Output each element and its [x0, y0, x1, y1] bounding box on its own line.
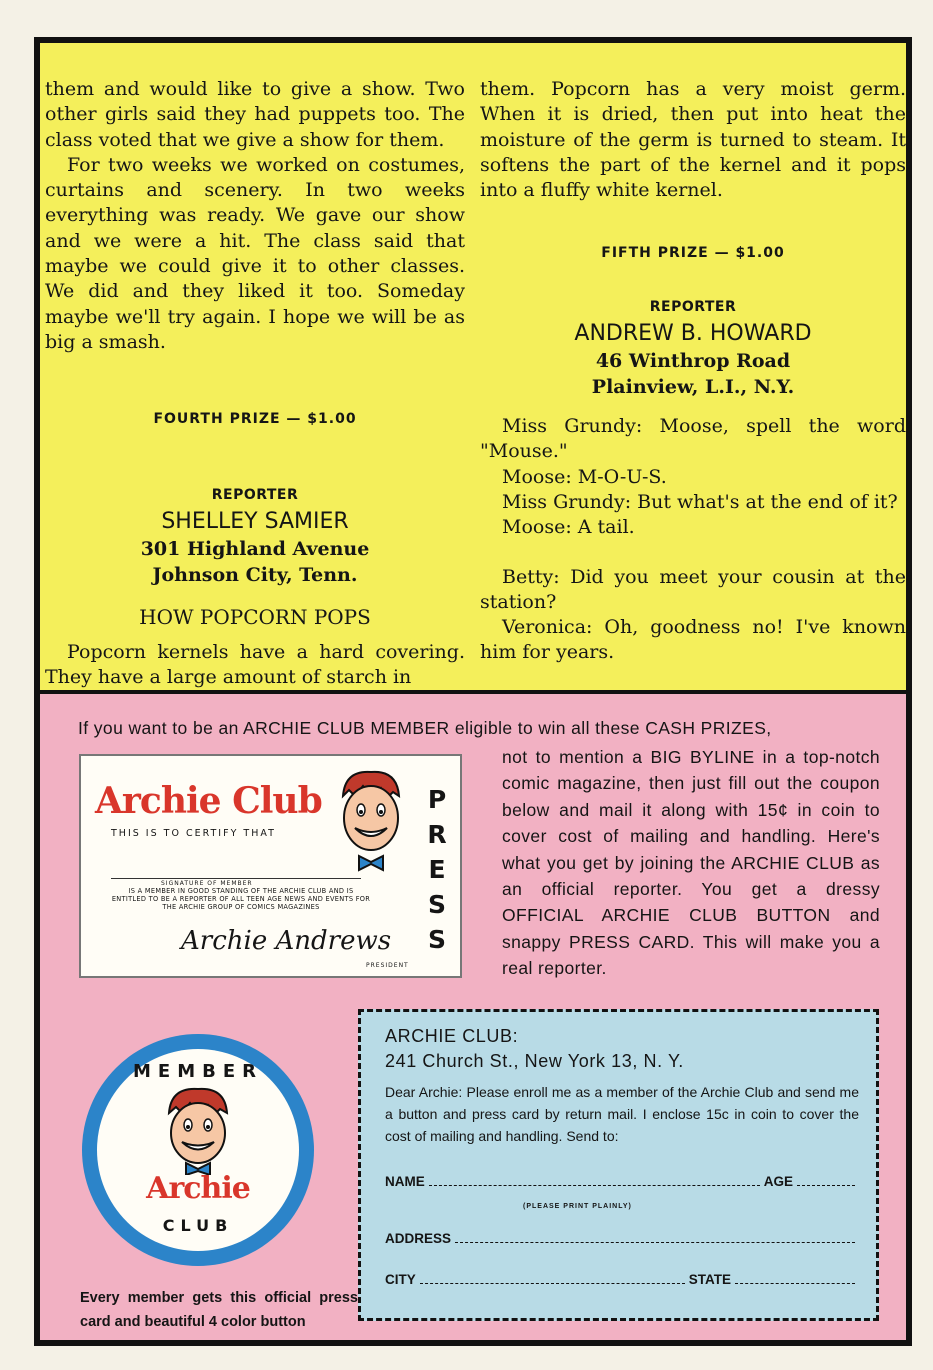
- story-paragraph: Popcorn kernels have a hard covering. They have a large amount of starch in: [45, 640, 465, 689]
- prize-heading: FOURTH PRIZE — $1.00: [153, 411, 357, 428]
- print-plainly-note: (PLEASE PRINT PLAINLY): [523, 1203, 632, 1210]
- reporter-address: 301 Highland Avenue: [140, 537, 370, 560]
- card-brand-logo: Archie Club: [95, 780, 322, 822]
- button-club-text: CLUB: [162, 1216, 234, 1235]
- address-field[interactable]: [455, 1242, 855, 1243]
- coupon-address-row: [385, 1231, 859, 1246]
- right-column: [480, 77, 906, 666]
- card-president-label: PRESIDENT: [366, 962, 409, 969]
- card-fine-print: IS A MEMBER IN GOOD STANDING OF THE ARCHIE CLUB AND IS ENTITLED TO BE A REPORTER OF ALL TEEN AGE NEWS AND EVENTS FOR THE ARCHIE GROUP OF COMICS MAGAZINES: [111, 887, 371, 911]
- press-letter: R: [427, 820, 447, 849]
- card-signature-caption: SIGNATURE OF MEMBER: [161, 880, 253, 887]
- city-label: CITY: [385, 1272, 416, 1287]
- press-letter: S: [427, 925, 446, 954]
- reporter-name: ANDREW B. HOWARD: [574, 321, 812, 347]
- member-button-face: [97, 1049, 299, 1251]
- reporter-label: REPORTER: [211, 486, 299, 503]
- name-field[interactable]: [429, 1185, 760, 1186]
- coupon-city-row: [385, 1272, 859, 1287]
- name-label: NAME: [385, 1174, 425, 1189]
- enrollment-coupon[interactable]: [358, 1009, 879, 1321]
- prize-heading: FIFTH PRIZE — $1.00: [601, 245, 785, 262]
- joke-line: Moose: M-O-U-S.: [502, 465, 667, 488]
- joke-line: Betty: Did you meet your cousin at the station?: [480, 565, 906, 613]
- archie-face-icon: [331, 766, 411, 876]
- coupon-club-name: ARCHIE CLUB:: [385, 1026, 519, 1046]
- joke-line: Moose: A tail.: [502, 516, 635, 539]
- address-label: ADDRESS: [385, 1231, 452, 1246]
- ad-headline: If you want to be an ARCHIE CLUB MEMBER eligible to win all these CASH PRIZES,: [78, 718, 772, 738]
- ad-body: not to mention a BIG BYLINE in a top-notch comic magazine, then just fill out the coupon below and mail it along with 15¢ in coin to cover cost of mailing and handling. Here's what you get by joining the ARCHIE CLUB as an official reporter. You get a dressy OFFICIAL ARCHIE CLUB BUTTON and snappy PRESS CARD. This will make you a real reporter.: [502, 747, 880, 979]
- reporter-name: SHELLEY SAMIER: [161, 508, 349, 534]
- age-label: AGE: [763, 1174, 793, 1189]
- reporter-city: Johnson City, Tenn.: [152, 563, 358, 586]
- state-label: STATE: [688, 1272, 731, 1287]
- press-letter: P: [427, 785, 447, 814]
- story-paragraph: For two weeks we worked on costumes, curtains and scenery. In two weeks everything was ready. We gave our show and we were a hit. The class said that maybe we could give it to other classes. We did and they liked it too. Someday maybe we'll try again. I hope we will be as big a smash.: [45, 153, 465, 353]
- button-archie-logo: Archie: [146, 1171, 250, 1206]
- coupon-club-address: 241 Church St., New York 13, N. Y.: [385, 1051, 684, 1071]
- press-letter: E: [428, 855, 446, 884]
- card-signature: Archie Andrews: [181, 926, 392, 956]
- press-letter: S: [427, 890, 446, 919]
- page-frame: [34, 37, 912, 1346]
- reporter-label: REPORTER: [649, 298, 737, 315]
- member-button: [82, 1034, 314, 1266]
- press-card: [79, 754, 462, 978]
- joke-line: Veronica: Oh, goodness no! I've known him for years.: [480, 616, 906, 664]
- joke-line: Miss Grundy: Moose, spell the word "Mouse.": [480, 415, 906, 463]
- city-field[interactable]: [420, 1283, 685, 1284]
- button-member-text: MEMBER: [133, 1061, 263, 1082]
- card-press-label: [423, 782, 451, 957]
- story-title: HOW POPCORN POPS: [139, 604, 371, 629]
- state-field[interactable]: [735, 1283, 855, 1284]
- age-field[interactable]: [797, 1185, 855, 1186]
- reporter-address: 46 Winthrop Road: [595, 350, 791, 373]
- card-signature-line: [111, 878, 361, 879]
- archie-face-icon: [157, 1085, 239, 1175]
- story-paragraph: them and would like to give a show. Two other girls said they had puppets too. The class voted that we give a show for them.: [45, 78, 465, 151]
- club-ad-panel: [40, 694, 906, 1340]
- ad-caption: Every member gets this official press card and beautiful 4 color button: [80, 1290, 358, 1330]
- coupon-name-row: [385, 1174, 859, 1189]
- story-paragraph: them. Popcorn has a very moist germ. When it is dried, then put into heat the moisture of the germ is turned to steam. It softens the part of the kernel and it pops into a fluffy white kernel.: [480, 78, 906, 202]
- contest-panel: [40, 43, 906, 690]
- reporter-city: Plainview, L.I., N.Y.: [591, 376, 795, 399]
- card-certify-text: THIS IS TO CERTIFY THAT: [111, 828, 276, 839]
- left-column: [45, 77, 465, 690]
- coupon-body: Dear Archie: Please enroll me as a member of the Archie Club and send me a button and press card by return mail. I enclose 15c in coin to cover the cost of mailing and handling. Send to:: [385, 1084, 859, 1144]
- joke-line: Miss Grundy: But what's at the end of it?: [502, 490, 898, 513]
